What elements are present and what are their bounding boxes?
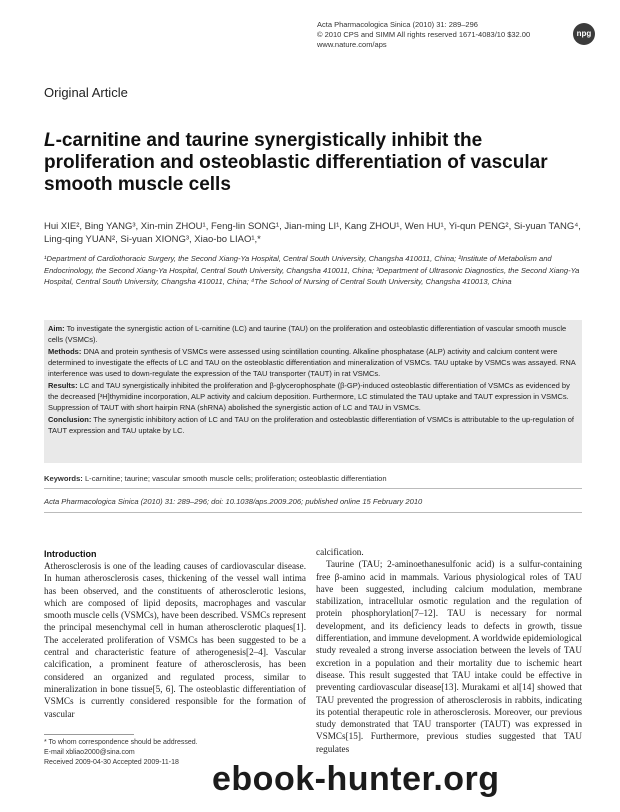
aim-label: Aim: [48,324,65,333]
author-list: Hui XIE², Bing YANG³, Xin-min ZHOU¹, Feng-lin SONG¹, Jian-ming LI¹, Kang ZHOU¹, Wen HU¹, Yi-qun PENG², Si-yuan TANG⁴, Ling-qing YUAN², Si-yuan XIONG³, Xiao-bo LIAO¹,* [44,221,581,245]
methods-label: Methods: [48,347,82,356]
article-citation: Acta Pharmacologica Sinica (2010) 31: 289–296; doi: 10.1038/aps.2009.206; published online 15 February 2010 [44,497,423,506]
abstract-box [44,320,582,463]
title-italic-part: L [44,130,56,151]
divider [44,512,582,513]
abstract-conclusion [48,414,578,436]
body-paragraph: calcification. [316,547,364,557]
journal-url[interactable]: www.nature.com/aps [317,40,387,49]
methods-text: DNA and protein synthesis of VSMCs were assessed using scintillation counting. Alkaline phosphatase (ALP) activity and calcium content were determined to investigate the effects of LC and TAU on the osteoblastic differentiation and mineralization of VSMCs. TAU uptake by VSMCs was assayed. RNA interference was used to down-regulate the expression of the TAU transporter (TAUT) in rat VSMCs. [48,347,576,378]
article-title [44,130,584,196]
aim-text: To investigate the synergistic action of L-carnitine (LC) and taurine (TAU) on the proliferation and osteoblastic differentiation of vascular smooth muscle cells (VSMCs). [48,324,567,344]
results-text: LC and TAU synergistically inhibited the proliferation and β-glycerophosphate (β-GP)-induced osteoblastic differentiation of VSMCs as evidenced by the decreased [³H]thymidine incorporation, ALP activity and calcium deposition. Furthermore, LC stimulated the TAU uptake and TAUT expression in VSMCs. Suppression of TAUT with short hairpin RNA (shRNA) abolished the synergistic action of LC and TAU in VSMCs. [48,381,570,412]
conclusion-text: The synergistic inhibitory action of LC and TAU on the proliferation and osteoblastic differentiation of VSMCs is attributable to the up-regulation of TAUT expression and TAU uptake by LC. [48,415,574,435]
journal-citation-line: Acta Pharmacologica Sinica (2010) 31: 289–296 [317,20,478,29]
section-heading-introduction: Introduction [44,549,97,559]
abstract-aim [48,323,578,345]
article-type: Original Article [44,85,128,100]
title-rest: -carnitine and taurine synergistically inhibit the proliferation and osteoblastic differentiation of vascular smooth muscle cells [44,130,548,195]
body-paragraph: Taurine (TAU; 2-aminoethanesulfonic acid) is a sulfur-containing free β-amino acid in mammals. Various physiological roles of TAU have been suggested, including calcium modulation, membrane stabilization, intracellular osmotic regulation and the regulation of protein phosphorylation[7–12]. TAU is necessary for normal development, and its deficiency leads to defects in growth, tissue differentiation, and immune development. A worldwide epidemiological study revealed a strong inverse association between the levels of TAU excretion in a population and their mortality due to ischemic heart disease. This result suggested that TAU intake could be effective in preventing cardiovascular disease[13]. Murakami et al[14] showed that TAU prevented the progression of atherosclerosis in rabbits, indicating its potential therapeutic role in atherosclerosis. Moreover, our previous study demonstrated that TAU transporter (TAUT) was expressed in VSMCs[15]. Furthermore, previous studies suggested that TAU regulates [316,559,582,754]
email-note[interactable]: E-mail xbliao2000@sina.com [44,749,135,756]
correspondence-note: * To whom correspondence should be addressed. [44,739,198,746]
keywords-label: Keywords: [44,474,83,483]
footnote-divider [44,734,134,735]
divider [44,488,582,489]
npg-logo: npg [573,23,595,45]
copyright-line: © 2010 CPS and SIMM All rights reserved 1671-4083/10 $32.00 [317,30,531,39]
abstract-results [48,380,578,413]
journal-header [317,20,530,50]
keywords [44,474,584,483]
keywords-text: L-carnitine; taurine; vascular smooth muscle cells; proliferation; osteoblastic differentiation [84,474,387,483]
body-column-right [316,546,582,755]
body-column-left: Atherosclerosis is one of the leading causes of cardiovascular disease. In human atherosclerosis cases, thickening of the vessel wall intima has been observed, and the constituents of atherosclerotic lesions, which are composed of lipid deposits, macrophages and vascular smooth muscle cells (VSMCs), have been described. VSMCs represent the principal mesenchymal cell in human atherosclerotic plaques[1]. The accelerated proliferation of VSMCs has been suggested to be a central and characteristic feature of atherogenesis[2–4]. Vascular calcification, a prominent feature of atherosclerosis, has been considered an organized and regulated process, similar to mineralization in bone tissue[5, 6]. The osteoblastic differentiation of VSMCs is currently considered responsible for the formation of vascular [44,561,306,719]
affiliations: ¹Department of Cardiothoracic Surgery, the Second Xiang-Ya Hospital, Central South University, Changsha 410011, China; ²Institute of Metabolism and Endocrinology, the Second Xiang-Ya Hospital, Central South University, Changsha 410011, China; ³Department of Ultrasonic Diagnostics, the Second Xiang-Ya Hospital, Central South University, Changsha 410011, China; ⁴The School of Nursing of Central South University, Changsha 410013, China [44,254,580,286]
watermark: ebook-hunter.org [212,760,500,798]
results-label: Results: [48,381,78,390]
received-note: Received 2009-04-30 Accepted 2009-11-18 [44,759,179,766]
conclusion-label: Conclusion: [48,415,92,424]
abstract-methods [48,346,578,379]
